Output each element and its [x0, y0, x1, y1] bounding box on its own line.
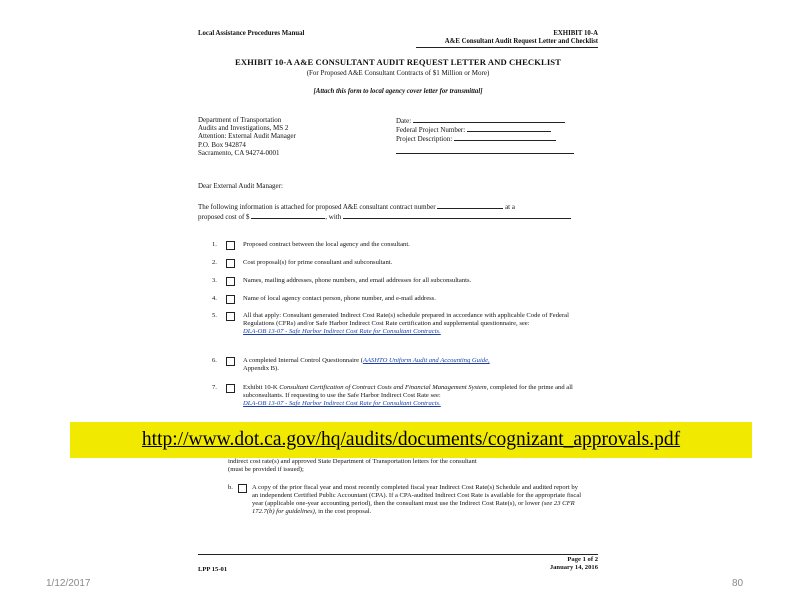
exhibit-number: EXHIBIT 10-A: [553, 30, 598, 37]
item-text-italic: Consultant Certification of Contract Costs and Financial Management System,: [279, 384, 489, 391]
address-line: P.O. Box 942874: [198, 140, 246, 149]
item-number: b.: [228, 484, 233, 491]
checklist-item: [212, 277, 582, 285]
item-number: 2.: [212, 259, 217, 266]
url-banner: [70, 422, 752, 458]
footer-divider: [198, 554, 598, 555]
slide-number: 80: [732, 578, 744, 589]
lpp-number: LPP 15-01: [198, 566, 228, 573]
exhibit-header: [445, 30, 598, 46]
item-text: Name of local agency contact person, phone number, and e-mail address.: [243, 295, 436, 302]
checklist-item: [212, 241, 582, 249]
contract-number-field: [437, 202, 503, 209]
project-description-label: Project Description:: [396, 135, 453, 144]
checkbox[interactable]: [238, 484, 247, 493]
aashto-guide-link[interactable]: AASHTO Uniform Audit and Accounting Guide,: [362, 357, 490, 364]
document-page: [192, 22, 604, 582]
item-number: 7.: [212, 384, 217, 391]
address-line: Attention: External Audit Manager: [198, 132, 296, 141]
page-count: Page 1 of 2: [567, 556, 598, 563]
intro-text: , with: [325, 213, 342, 221]
page-info: [550, 556, 598, 572]
attach-note: [Attach this form to local agency cover letter for transmittal]: [313, 88, 483, 95]
checkbox[interactable]: [226, 259, 235, 268]
intro-text: The following information is attached for proposed A&E consultant contract number: [198, 203, 436, 211]
letter-meta: [396, 116, 565, 144]
checklist-item: [212, 484, 582, 516]
project-number-field: [467, 125, 551, 132]
intro-text: proposed cost of $: [198, 213, 250, 221]
checkbox[interactable]: [226, 277, 235, 286]
checkbox[interactable]: [226, 241, 235, 250]
document-title: EXHIBIT 10-A A&E CONSULTANT AUDIT REQUEST LETTER AND CHECKLIST: [234, 57, 562, 67]
item-text-body: indirect cost rate(s) and approved State Department of Transportation letters for the consultant: [228, 458, 477, 465]
item-text-body: in the cost proposal.: [318, 508, 372, 515]
item-text-italic: (see 23 CFR 172.7(b) for guidelines),: [252, 500, 575, 515]
address-line: Department of Transportation: [198, 116, 282, 124]
document-date: January 14, 2016: [549, 564, 598, 571]
exhibit-name: A&E Consultant Audit Request Letter and Checklist: [444, 38, 598, 45]
address-line: Sacramento, CA 94274-0001: [198, 148, 280, 157]
item-number: 1.: [212, 241, 217, 248]
date-label: Date:: [396, 117, 412, 125]
item-number: 5.: [212, 312, 217, 319]
item-text-body: (must be provided if issued);: [228, 466, 304, 473]
item-text: [243, 384, 582, 408]
salutation: Dear External Audit Manager:: [198, 182, 283, 190]
checklist-item: [212, 295, 582, 303]
document-subtitle: (For Proposed A&E Consultant Contracts of $1 Million or More): [306, 69, 490, 77]
intro-paragraph: [198, 202, 590, 222]
item-text: [243, 357, 582, 373]
item-a-continued: [228, 458, 582, 474]
proposed-cost-field: [251, 212, 325, 219]
item-text-body: A copy of the prior fiscal year and most recently completed fiscal year Indirect Cost Rate(s) Schedule and audited report by an independent Certified Public Accountant (CPA). If a CPA-audited Indirect Cost Rate is available for the appropriate fiscal year (applicable one-year accounting period), then the consultant must use the Indirect Cost Rate(s), or lower: [252, 484, 582, 507]
recipient-address: [198, 116, 296, 157]
item-text: [243, 312, 582, 336]
checkbox[interactable]: [226, 357, 235, 366]
checklist-item: [212, 384, 582, 408]
item-text-body: Appendix B).: [243, 365, 279, 372]
cognizant-approvals-link[interactable]: http://www.dot.ca.gov/hq/audits/documents/cognizant_approvals.pdf: [141, 429, 681, 450]
item-number: 3.: [212, 277, 217, 284]
project-description-field: [454, 134, 556, 141]
item-text: [252, 484, 582, 516]
manual-title: Local Assistance Procedures Manual: [198, 30, 305, 37]
checkbox[interactable]: [226, 384, 235, 393]
address-line: Audits and Investigations, MS 2: [198, 124, 289, 133]
project-number-label: Federal Project Number:: [396, 126, 466, 135]
slide-date: 1/12/2017: [46, 578, 91, 589]
item-text-body: A completed Internal Control Questionnaire (: [243, 357, 363, 364]
dla-ob-link[interactable]: DLA-OB 13-07 - Safe Harbor Indirect Cost Rate for Consultant Contracts.: [243, 328, 441, 335]
checklist-item: [212, 259, 582, 267]
intro-text: at a: [505, 203, 515, 211]
item-text: Proposed contract between the local agency and the consultant.: [243, 241, 410, 248]
header-divider: [416, 47, 598, 48]
item-text-body: All that apply: Consultant generated Indirect Cost Rate(s) schedule prepared in accordance with applicable Code of Federal Regulations (CFRs) and/or Safe Harbor Indirect Cost Rate certification and supplemental questionnaire, see:: [243, 312, 569, 327]
item-text: Names, mailing addresses, phone numbers, and email addresses for all subconsultants.: [243, 277, 472, 284]
dla-ob-link[interactable]: DLA-OB 13-07 - Safe Harbor Indirect Cost Rate for Consultant Contracts.: [243, 400, 441, 407]
checkbox[interactable]: [226, 295, 235, 304]
project-description-line: [396, 153, 574, 154]
checklist-item: [212, 312, 582, 336]
checklist-item: [212, 357, 582, 373]
item-number: 4.: [212, 295, 217, 302]
item-text-body: completed for the prime and all subconsultants. If requesting to use the Safe Harbor Indirect Cost Rate see:: [243, 384, 573, 399]
date-field: [413, 116, 565, 123]
checkbox[interactable]: [226, 312, 235, 321]
consultant-name-field: [343, 212, 571, 219]
item-text: Cost proposal(s) for prime consultant and subconsultant.: [243, 259, 393, 266]
item-number: 6.: [212, 357, 217, 364]
item-text-body: Exhibit 10-K: [243, 384, 278, 391]
